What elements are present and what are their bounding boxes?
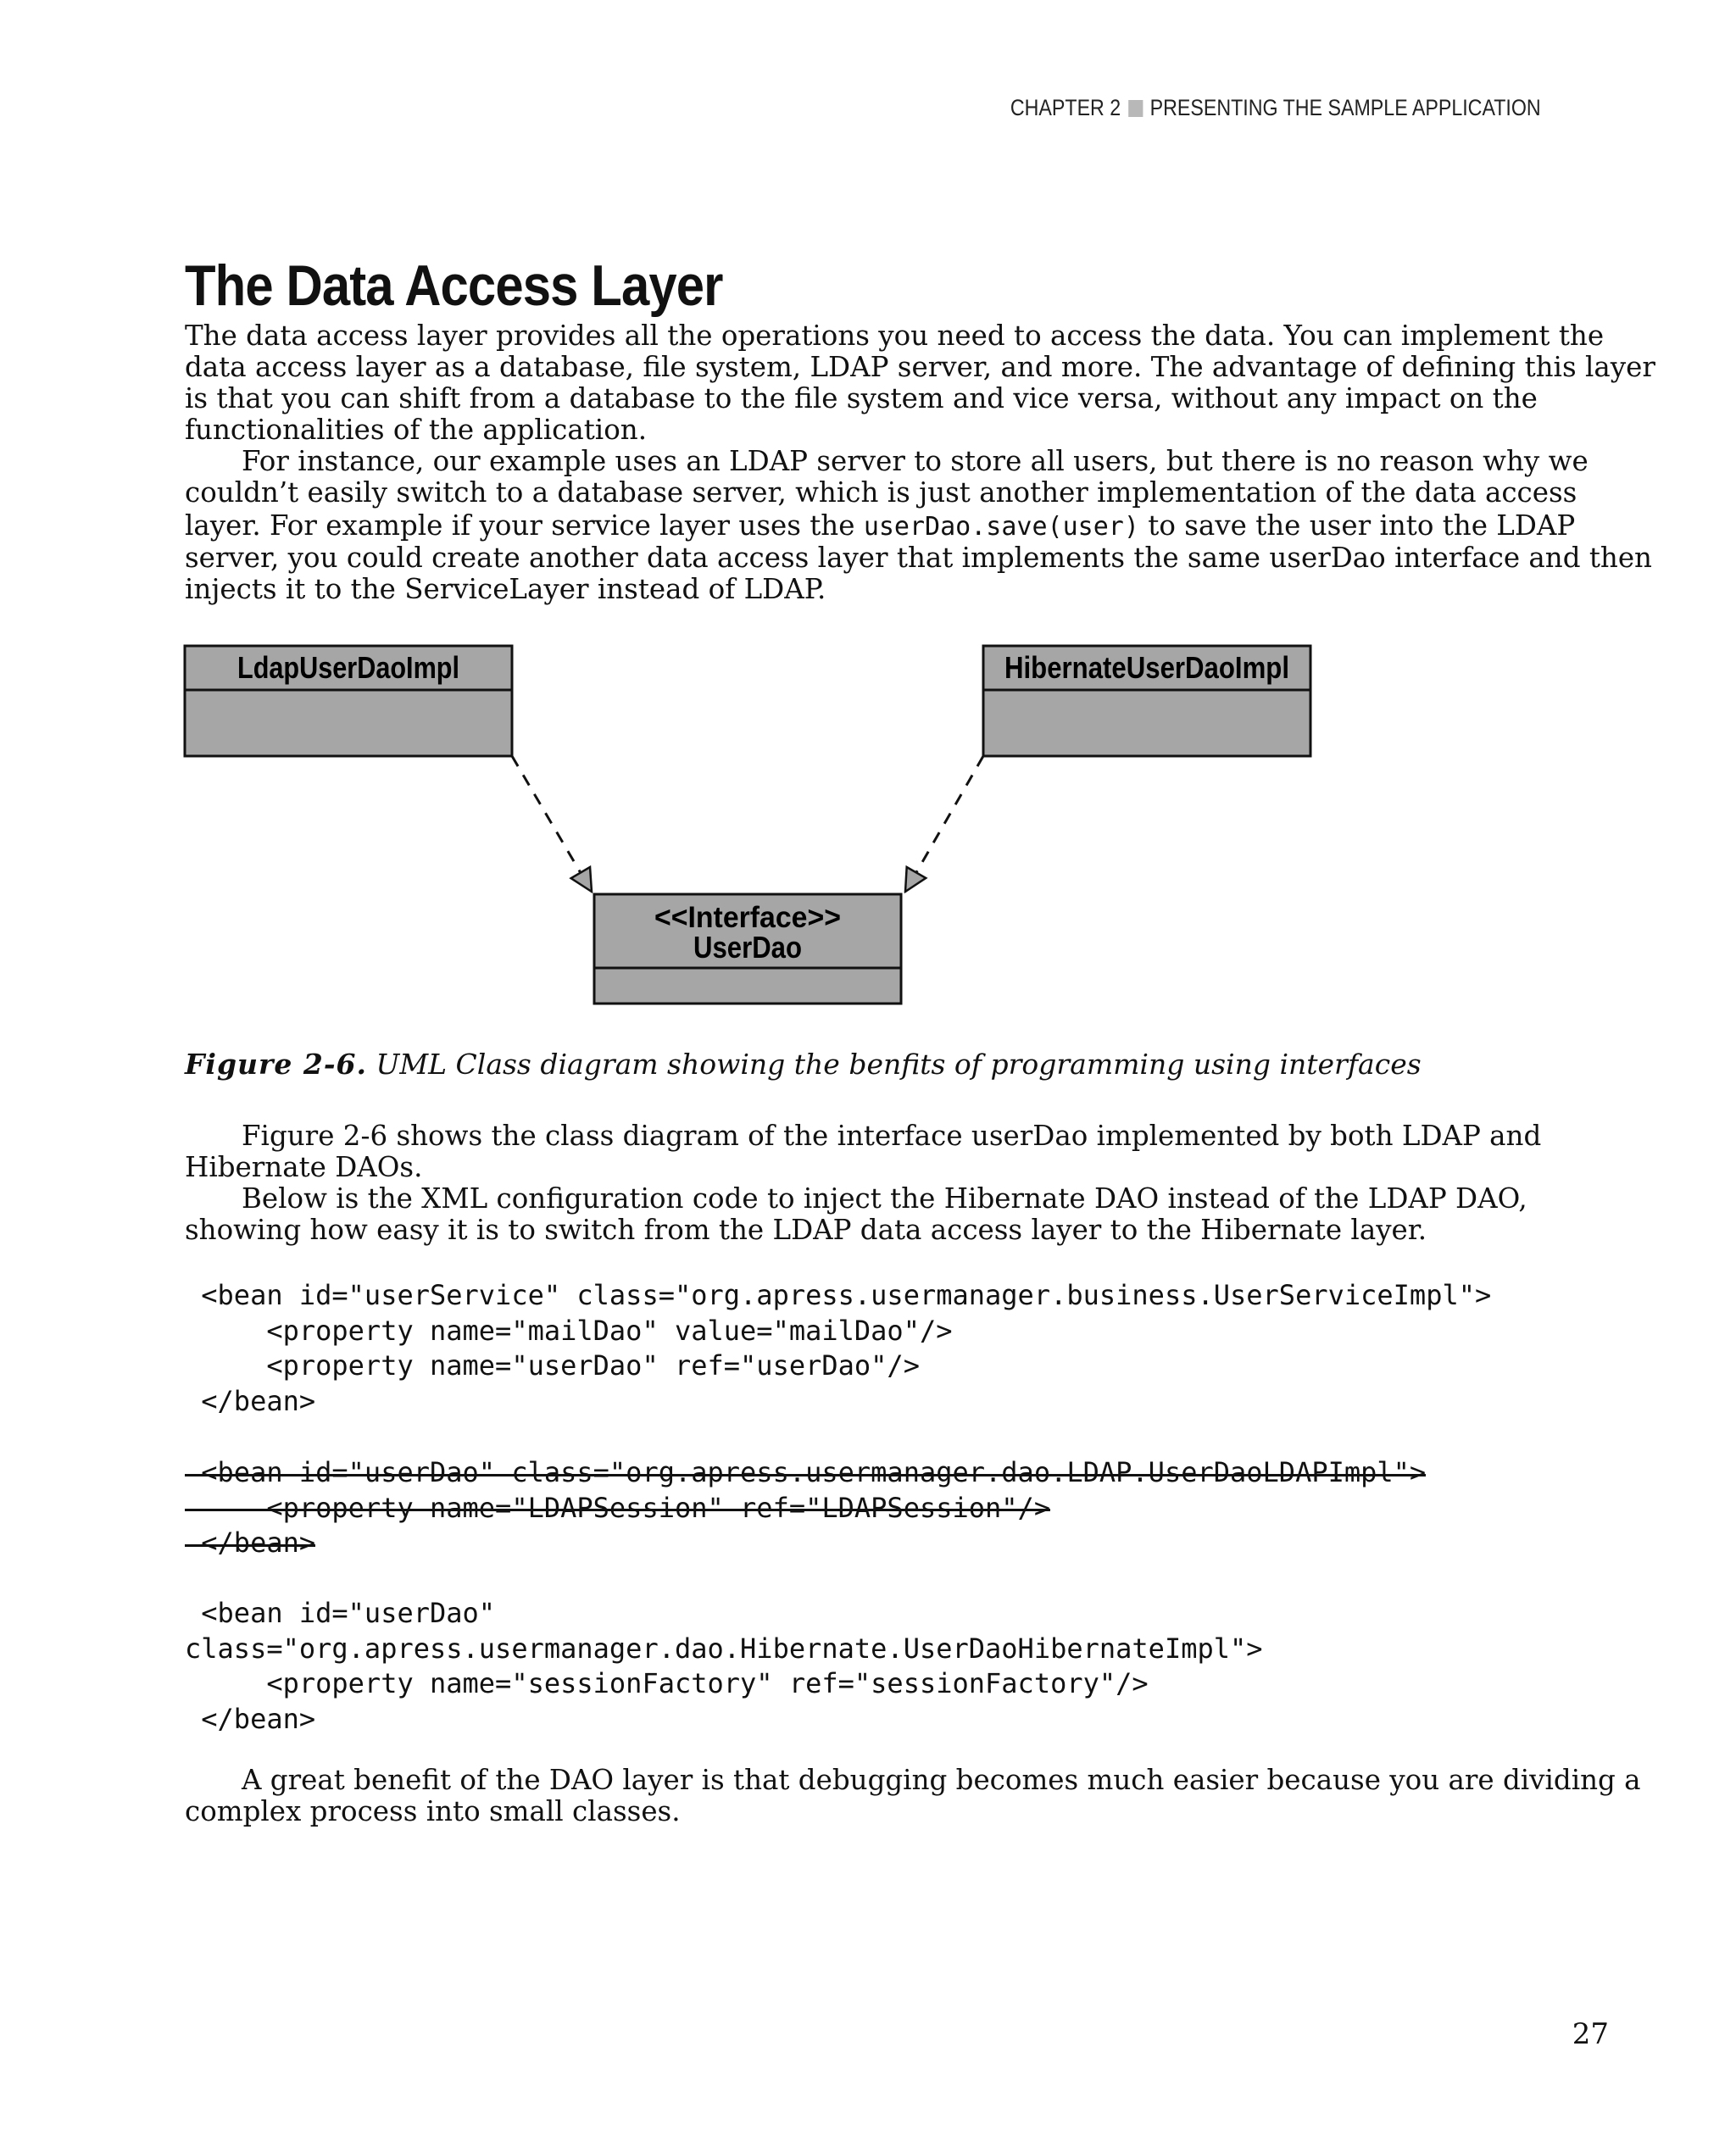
- running-head-chapter: CHAPTER 2: [1010, 95, 1121, 120]
- class-box-hibernate-user-dao-impl: [983, 646, 1310, 756]
- paragraph-line: showing how easy it is to switch from the LDAP data access layer to the Hibernate layer.: [185, 1214, 1427, 1246]
- paragraph-5: [185, 1764, 1641, 1827]
- page-number: 27: [1572, 2017, 1609, 2051]
- class-box-ldap-user-dao-impl: [185, 646, 512, 756]
- code-line: <bean id="userDao": [185, 1597, 496, 1629]
- code-line: <property name="mailDao" value="mailDao"/>: [185, 1314, 953, 1347]
- paragraph-line: For instance, our example uses an LDAP server to store all users, but there is no reason why we: [242, 445, 1589, 477]
- paragraph-3: [185, 1121, 1558, 1183]
- figure-label: Figure 2-6.: [185, 1048, 368, 1081]
- text-segment: layer. For example if your service layer uses the: [185, 509, 864, 542]
- interface-box-user-dao: [594, 894, 901, 1004]
- realization-arrow-ldap: [512, 756, 592, 892]
- struck-code: <bean id="userDao" class="org.apress.usermanager.dao.LDAP.UserDaoLDAPImpl">: [185, 1456, 1427, 1488]
- section-heading: The Data Access Layer: [185, 253, 723, 318]
- paragraph-line: server, you could create another data access layer that implements the same userDao interface and then: [185, 542, 1652, 574]
- code-line: </bean>: [185, 1384, 316, 1417]
- paragraph-line: A great benefit of the DAO layer is that debugging becomes much easier because you are dividing a: [242, 1764, 1641, 1796]
- code-line: <property name="sessionFactory" ref="sessionFactory"/>: [185, 1667, 1149, 1699]
- paragraph-line: Figure 2-6 shows the class diagram of the interface userDao implemented by both LDAP and: [242, 1120, 1542, 1152]
- code-line-struck: [185, 1491, 1583, 1527]
- paragraph-line: injects it to the ServiceLayer instead of LDAP.: [185, 573, 826, 605]
- code-line: </bean>: [185, 1702, 316, 1735]
- code-block-ldap-dao-struck: [185, 1455, 1583, 1561]
- paragraph-line: complex process into small classes.: [185, 1795, 681, 1827]
- paragraph-line: is that you can shift from a database to the file system and vice versa, without any impact on the: [185, 382, 1538, 414]
- code-line-struck: [185, 1455, 1583, 1491]
- interface-stereotype: <<Interface>>: [654, 901, 841, 934]
- paragraph-line: Below is the XML configuration code to inject the Hibernate DAO instead of the LDAP DAO,: [242, 1182, 1527, 1215]
- inline-code: userDao.save(user): [863, 512, 1139, 542]
- code-block-hibernate-dao: [185, 1596, 1583, 1737]
- paragraph-line: The data access layer provides all the operations you need to access the data. You can implement the: [185, 320, 1605, 352]
- struck-code: <property name="LDAPSession" ref="LDAPSession"/>: [185, 1491, 1051, 1524]
- paragraph-line: Hibernate DAOs.: [185, 1151, 423, 1183]
- code-line: <property name="userDao" ref="userDao"/>: [185, 1349, 920, 1382]
- paragraph-line: functionalities of the application.: [185, 414, 648, 446]
- realization-arrow-hibernate: [905, 756, 983, 892]
- class-name-hibernate: HibernateUserDaoImpl: [1004, 650, 1289, 685]
- text-segment: to save the user into the LDAP: [1138, 509, 1576, 542]
- interface-name: UserDao: [693, 930, 802, 965]
- paragraph-line: couldn’t easily switch to a database server, which is just another implementation of the data access: [185, 476, 1577, 509]
- paragraph-line: data access layer as a database, file system, LDAP server, and more. The advantage of defining this layer: [185, 351, 1655, 383]
- uml-class-diagram: [0, 0, 1736, 1043]
- code-line-struck: [185, 1526, 1583, 1561]
- paragraph-4: [185, 1183, 1558, 1246]
- figure-caption-text: UML Class diagram showing the benfits of programming using interfaces: [367, 1048, 1422, 1081]
- class-name-ldap: LdapUserDaoImpl: [237, 650, 459, 685]
- struck-code: </bean>: [185, 1527, 316, 1559]
- code-line: <bean id="userService" class="org.apress.usermanager.business.UserServiceImpl">: [185, 1279, 1492, 1311]
- code-block-user-service: [185, 1278, 1583, 1419]
- code-line: class="org.apress.usermanager.dao.Hibernate.UserDaoHibernateImpl">: [185, 1632, 1263, 1665]
- figure-caption: [185, 1048, 1422, 1081]
- running-head-title: PRESENTING THE SAMPLE APPLICATION: [1149, 95, 1541, 120]
